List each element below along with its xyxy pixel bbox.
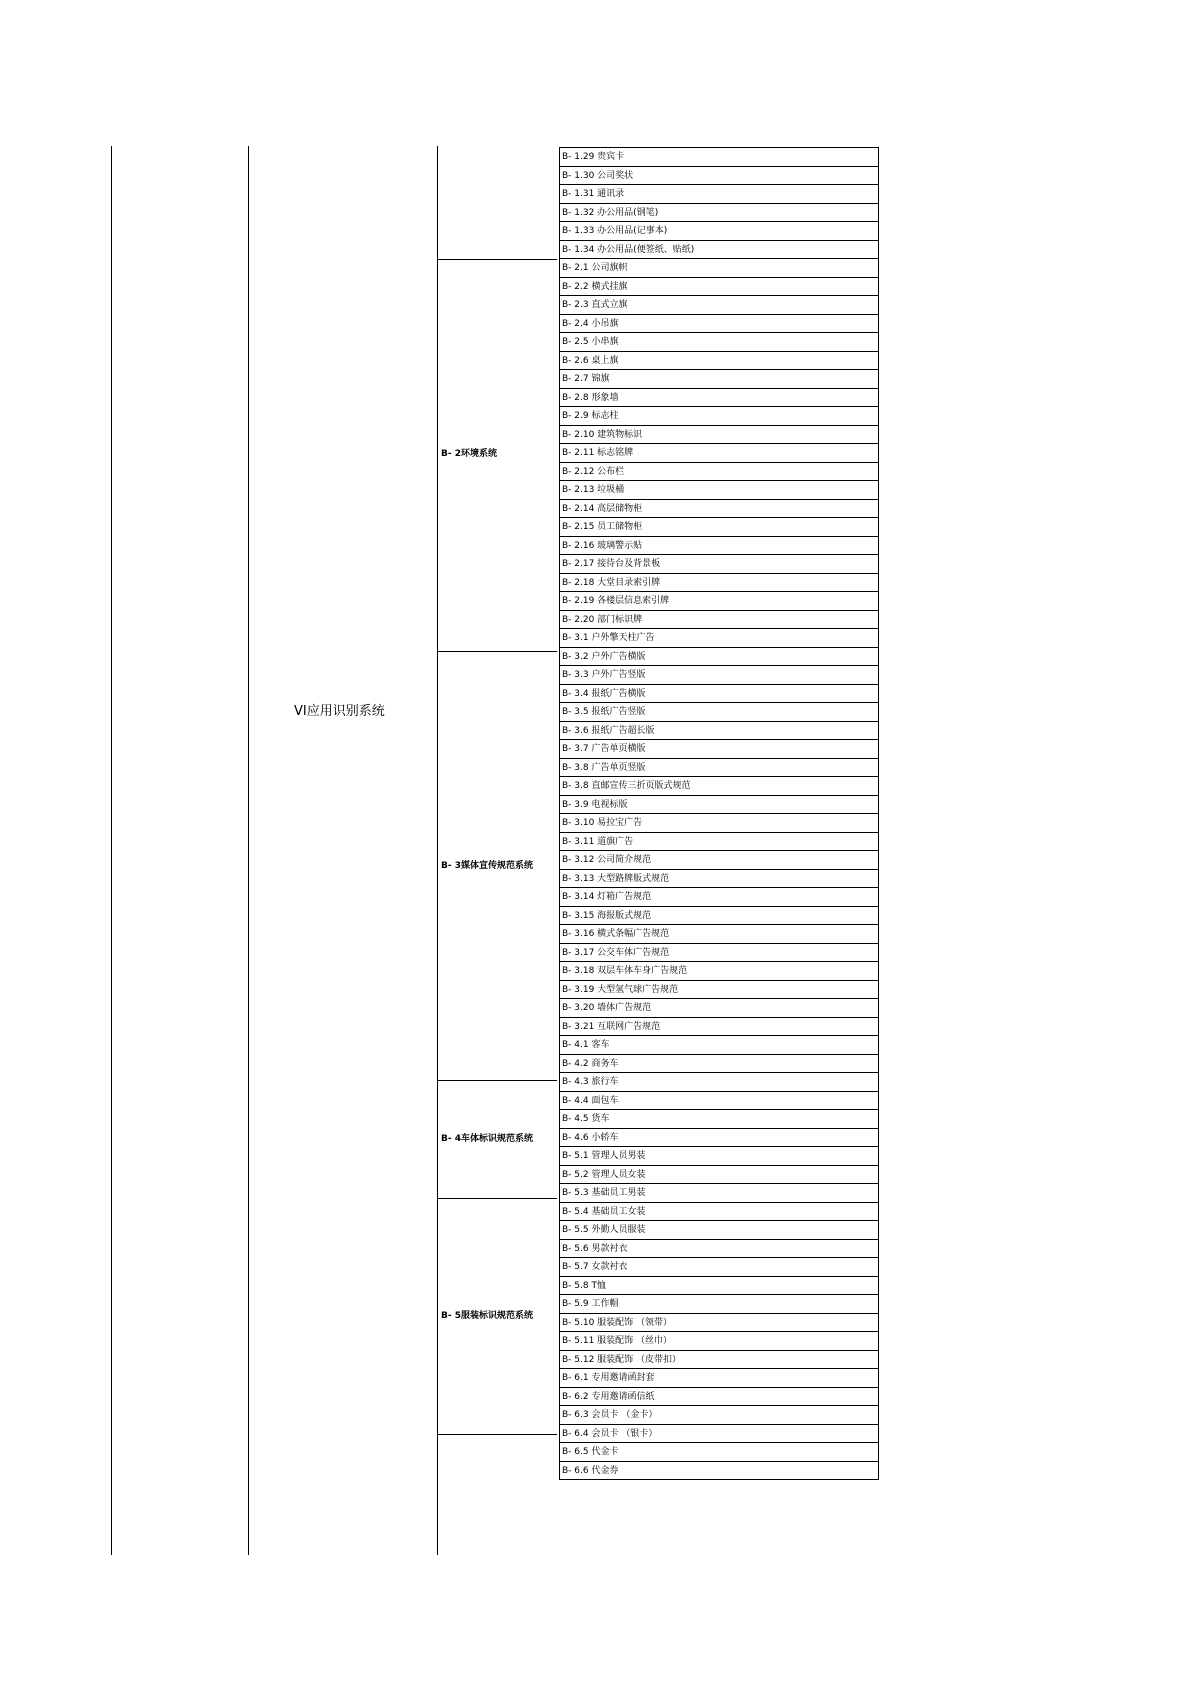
group-separator [437, 1198, 557, 1199]
list-item: B- 2.20 部门标识牌 [560, 611, 878, 630]
list-item: B- 3.9 电视标版 [560, 796, 878, 815]
group-separator [437, 259, 557, 260]
list-item: B- 2.9 标志柱 [560, 407, 878, 426]
list-item: B- 6.1 专用邀请函封套 [560, 1369, 878, 1388]
column-divider-1 [248, 146, 249, 1555]
group-label-vehicle: B- 4车体标识规范系统 [441, 1134, 533, 1144]
list-item: B- 5.12 服装配饰 （皮带扣） [560, 1351, 878, 1370]
list-item: B- 6.6 代金券 [560, 1462, 878, 1481]
list-item: B- 4.2 商务车 [560, 1055, 878, 1074]
list-item: B- 5.4 基础员工女装 [560, 1203, 878, 1222]
list-item: B- 1.31 通讯录 [560, 185, 878, 204]
group-separator [437, 1080, 557, 1081]
list-item: B- 2.11 标志铭牌 [560, 444, 878, 463]
list-item: B- 3.19 大型氢气球广告规范 [560, 981, 878, 1000]
list-item: B- 3.8 直邮宣传三折页版式规范 [560, 777, 878, 796]
list-item: B- 3.6 报纸广告超长版 [560, 722, 878, 741]
list-item: B- 6.5 代金卡 [560, 1443, 878, 1462]
list-item: B- 3.1 户外擎天柱广告 [560, 629, 878, 648]
list-item: B- 6.2 专用邀请函信纸 [560, 1388, 878, 1407]
list-item: B- 4.4 面包车 [560, 1092, 878, 1111]
list-item: B- 3.4 报纸广告横版 [560, 685, 878, 704]
list-item: B- 2.5 小串旗 [560, 333, 878, 352]
list-item: B- 3.13 大型路牌版式规范 [560, 870, 878, 889]
list-item: B- 3.7 广告单页横版 [560, 740, 878, 759]
list-item: B- 2.10 建筑物标识 [560, 426, 878, 445]
list-item: B- 6.4 会员卡 （银卡） [560, 1425, 878, 1444]
group-label-environment: B- 2环境系统 [441, 449, 497, 459]
group-separator [437, 651, 557, 652]
list-item: B- 2.7 锦旗 [560, 370, 878, 389]
list-item: B- 1.33 办公用品(记事本) [560, 222, 878, 241]
list-item: B- 2.1 公司旗帜 [560, 259, 878, 278]
list-item: B- 5.10 服装配饰 （领带） [560, 1314, 878, 1333]
item-list [559, 147, 879, 1480]
list-item: B- 2.6 桌上旗 [560, 352, 878, 371]
list-item: B- 1.32 办公用品(钢笔) [560, 204, 878, 223]
list-item: B- 2.4 小吊旗 [560, 315, 878, 334]
list-item: B- 2.19 各楼层信息索引牌 [560, 592, 878, 611]
list-item: B- 3.2 户外广告横版 [560, 648, 878, 667]
list-item: B- 5.5 外勤人员服装 [560, 1221, 878, 1240]
list-item: B- 5.7 女款衬衣 [560, 1258, 878, 1277]
list-item: B- 3.17 公交车体广告规范 [560, 944, 878, 963]
list-item: B- 3.14 灯箱广告规范 [560, 888, 878, 907]
list-item: B- 2.15 员工储物柜 [560, 518, 878, 537]
list-item: B- 2.13 垃圾桶 [560, 481, 878, 500]
list-item: B- 1.34 办公用品(便签纸、贴纸) [560, 241, 878, 260]
list-item: B- 3.20 墙体广告规范 [560, 999, 878, 1018]
list-item: B- 5.9 工作帽 [560, 1295, 878, 1314]
list-item: B- 6.3 会员卡 （金卡） [560, 1406, 878, 1425]
list-item: B- 3.10 易拉宝广告 [560, 814, 878, 833]
list-item: B- 2.14 高层储物柜 [560, 500, 878, 519]
group-label-media: B- 3媒体宣传规范系统 [441, 861, 533, 871]
list-item: B- 4.5 货车 [560, 1110, 878, 1129]
list-item: B- 3.5 报纸广告竖版 [560, 703, 878, 722]
list-item: B- 3.18 双层车体车身广告规范 [560, 962, 878, 981]
list-item: B- 3.12 公司简介规范 [560, 851, 878, 870]
list-item: B- 2.2 横式挂旗 [560, 278, 878, 297]
list-item: B- 2.3 直式立旗 [560, 296, 878, 315]
group-separator [437, 1434, 557, 1435]
list-item: B- 3.21 互联网广告规范 [560, 1018, 878, 1037]
list-item: B- 2.17 接待台及背景板 [560, 555, 878, 574]
list-item: B- 2.12 公布栏 [560, 463, 878, 482]
list-item: B- 5.8 T恤 [560, 1277, 878, 1296]
list-item: B- 2.8 形象墙 [560, 389, 878, 408]
list-item: B- 4.6 小轿车 [560, 1129, 878, 1148]
list-item: B- 3.8 广告单页竖版 [560, 759, 878, 778]
list-item: B- 2.16 玻璃警示贴 [560, 537, 878, 556]
list-item: B- 2.18 大堂目录索引牌 [560, 574, 878, 593]
list-item: B- 5.11 服装配饰 （丝巾） [560, 1332, 878, 1351]
group-label-apparel: B- 5服装标识规范系统 [441, 1311, 533, 1321]
list-item: B- 4.1 客车 [560, 1036, 878, 1055]
list-item: B- 3.3 户外广告竖版 [560, 666, 878, 685]
list-item: B- 3.16 横式条幅广告规范 [560, 925, 878, 944]
main-section-label: VI应用识别系统 [294, 704, 385, 719]
table-left-border [111, 146, 112, 1555]
list-item: B- 5.1 管理人员男装 [560, 1147, 878, 1166]
list-item: B- 1.29 贵宾卡 [560, 148, 878, 167]
list-item: B- 3.11 道旗广告 [560, 833, 878, 852]
column-divider-2 [437, 146, 438, 1555]
list-item: B- 3.15 海报版式规范 [560, 907, 878, 926]
list-item: B- 1.30 公司奖状 [560, 167, 878, 186]
list-item: B- 5.3 基础员工男装 [560, 1184, 878, 1203]
list-item: B- 5.6 男款衬衣 [560, 1240, 878, 1259]
list-item: B- 5.2 管理人员女装 [560, 1166, 878, 1185]
list-item: B- 4.3 旅行车 [560, 1073, 878, 1092]
